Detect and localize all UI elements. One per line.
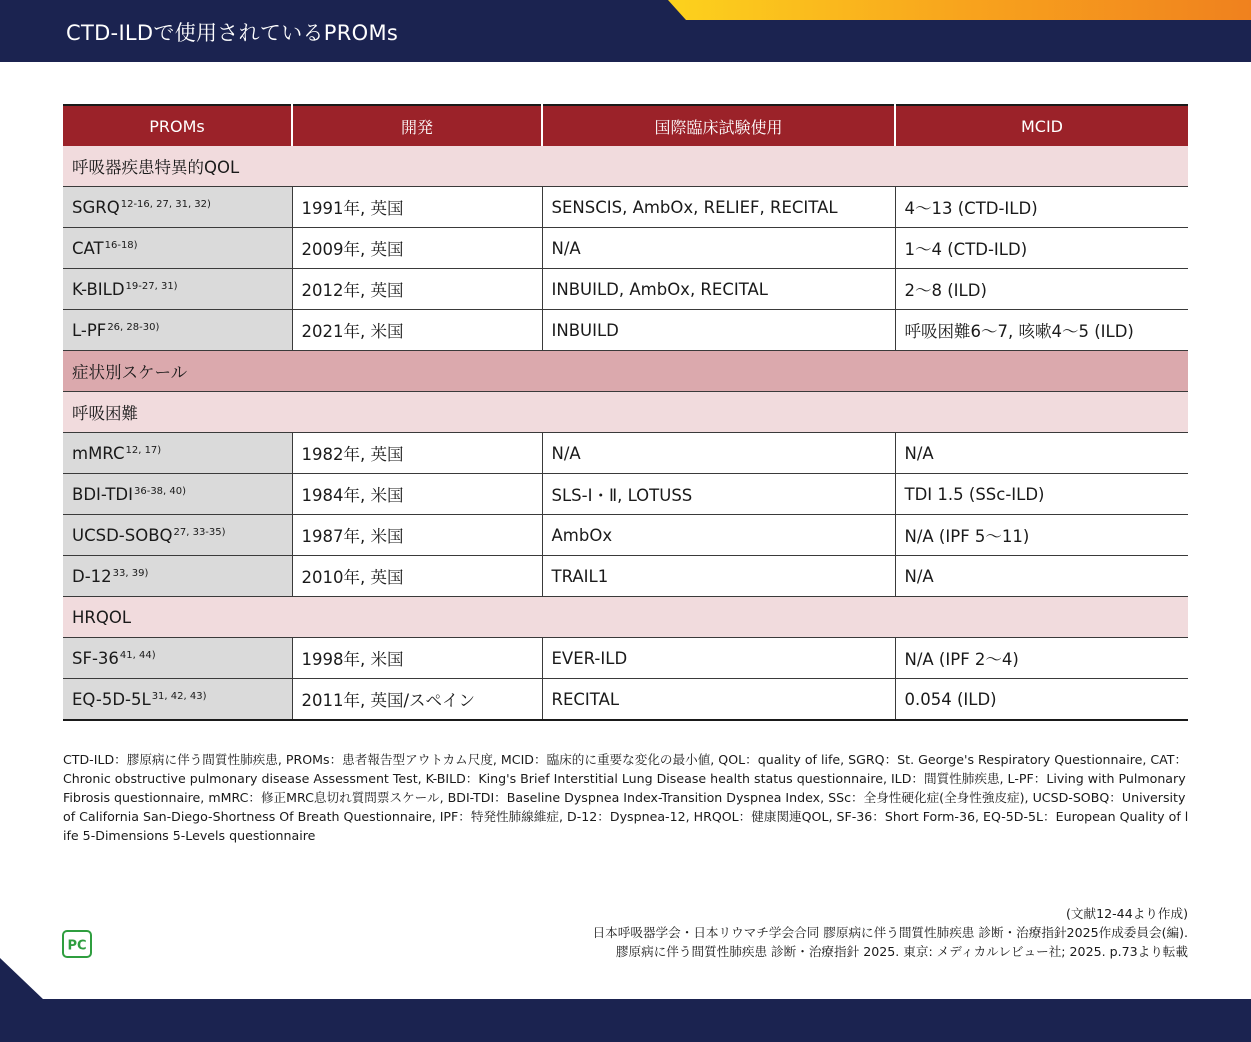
prom-reference: 19-27, 31) — [125, 280, 178, 292]
prom-name: UCSD-SOBQ — [72, 525, 173, 545]
section-label-hrqol: HRQOL — [63, 597, 1188, 638]
footer-bar — [0, 999, 1251, 1042]
prom-name-cell — [63, 638, 292, 679]
footer-corner-triangle — [0, 958, 44, 1000]
prom-name: D-12 — [72, 566, 112, 586]
prom-reference: 31, 42, 43) — [151, 690, 207, 702]
trials-cell: N/A — [542, 228, 895, 269]
source-line-3: 膠原病に伴う間質性肺疾患 診断・治療指針 2025. 東京: メディカルレビュー社; 2025. p.73より転載 — [615, 944, 1188, 959]
trials-cell: INBUILD, AmbOx, RECITAL — [542, 269, 895, 310]
prom-name: K-BILD — [72, 279, 125, 299]
logo-text: PC — [67, 938, 87, 954]
table-row — [63, 433, 1188, 474]
mcid-cell: TDI 1.5 (SSc-ILD) — [895, 474, 1188, 515]
mcid-cell: 4～13 (CTD-ILD) — [895, 187, 1188, 228]
prom-reference: 16-18) — [104, 239, 138, 251]
pc-logo-icon — [62, 930, 92, 958]
prom-reference: 41, 44) — [119, 649, 156, 661]
prom-reference: 33, 39) — [112, 567, 149, 579]
mcid-cell: N/A — [895, 433, 1188, 474]
section-row-symptom — [63, 351, 1188, 392]
development-cell: 1984年, 米国 — [292, 474, 542, 515]
prom-name: BDI-TDI — [72, 484, 133, 504]
source-line-1: (文献12-44より作成) — [1066, 906, 1188, 921]
column-header-trials: 国際臨床試験使用 — [542, 105, 895, 146]
prom-name-cell — [63, 556, 292, 597]
prom-name-cell — [63, 228, 292, 269]
prom-name-cell — [63, 310, 292, 351]
development-cell: 2009年, 英国 — [292, 228, 542, 269]
mcid-cell: 呼吸困難6～7, 咳嗽4～5 (ILD) — [895, 310, 1188, 351]
mcid-cell: 0.054 (ILD) — [895, 679, 1188, 721]
prom-reference: 12-16, 27, 31, 32) — [120, 198, 211, 210]
development-cell: 1991年, 英国 — [292, 187, 542, 228]
header-bar — [0, 0, 1251, 62]
section-label-symptom: 症状別スケール — [63, 351, 1188, 392]
table-row — [63, 187, 1188, 228]
source-citation — [388, 904, 1188, 961]
development-cell: 1987年, 米国 — [292, 515, 542, 556]
mcid-cell: 2～8 (ILD) — [895, 269, 1188, 310]
prom-name-cell — [63, 433, 292, 474]
mcid-cell: N/A (IPF 5～11) — [895, 515, 1188, 556]
development-cell: 2011年, 英国/スペイン — [292, 679, 542, 721]
development-cell: 2021年, 米国 — [292, 310, 542, 351]
table-row — [63, 556, 1188, 597]
prom-name: CAT — [72, 238, 104, 258]
table-header-row — [63, 105, 1188, 146]
prom-name-cell — [63, 474, 292, 515]
table-row — [63, 269, 1188, 310]
section-row-hrqol — [63, 597, 1188, 638]
column-header-proms: PROMs — [63, 105, 292, 146]
mcid-cell: N/A (IPF 2～4) — [895, 638, 1188, 679]
page-title: CTD-ILDで使用されているPROMs — [66, 21, 399, 45]
source-line-2: 日本呼吸器学会・日本リウマチ学会合同 膠原病に伴う間質性肺疾患 診断・治療指針2025作成委員会(編). — [592, 925, 1188, 940]
table-row — [63, 679, 1188, 721]
prom-name: EQ-5D-5L — [72, 689, 151, 709]
trials-cell: EVER-ILD — [542, 638, 895, 679]
section-row-qol — [63, 146, 1188, 187]
development-cell: 2012年, 英国 — [292, 269, 542, 310]
prom-name: SF-36 — [72, 648, 119, 668]
prom-name: mMRC — [72, 443, 125, 463]
table-row — [63, 310, 1188, 351]
header-accent-stripe — [668, 0, 1251, 20]
section-label-dyspnea: 呼吸困難 — [63, 392, 1188, 433]
prom-name-cell — [63, 269, 292, 310]
trials-cell: AmbOx — [542, 515, 895, 556]
section-row-dyspnea — [63, 392, 1188, 433]
prom-reference: 27, 33-35) — [173, 526, 226, 538]
abbreviation-footnote: CTD-ILD：膠原病に伴う間質性肺疾患, PROMs：患者報告型アウトカム尺度, MCID：臨床的に重要な変化の最小値, QOL：quality of life, SGRQ：St. George's Respiratory Questionnaire, CAT：Chronic obstructive pulmonary disease Assessment Test, K-BILD：King's Brief Interstitial Lung Disease health status questionnaire, ILD：間質性肺疾患, L-PF：Living with Pulmonary Fibrosis questionnaire, mMRC：修正MRC息切れ質問票スケール, BDI-TDI：Baseline Dyspnea Index-Transition Dyspnea Index, SSc：全身性硬化症(全身性強皮症), UCSD-SOBQ：University of California San-Diego-Shortness Of Breath Questionnaire, IPF：特発性肺線維症, D-12：Dyspnea-12, HRQOL：健康関連QOL, SF-36：Short Form-36, EQ-5D-5L：European Quality of life 5-Dimensions 5-Levels questionnaire — [63, 752, 1189, 843]
mcid-cell: 1～4 (CTD-ILD) — [895, 228, 1188, 269]
prom-name-cell — [63, 515, 292, 556]
prom-reference: 36-38, 40) — [133, 485, 187, 497]
column-header-mcid: MCID — [895, 105, 1188, 146]
table-row — [63, 515, 1188, 556]
table-row — [63, 474, 1188, 515]
trials-cell: SENSCIS, AmbOx, RELIEF, RECITAL — [542, 187, 895, 228]
development-cell: 1982年, 英国 — [292, 433, 542, 474]
trials-cell: SLS-Ⅰ・Ⅱ, LOTUSS — [542, 474, 895, 515]
development-cell: 1998年, 米国 — [292, 638, 542, 679]
trials-cell: TRAIL1 — [542, 556, 895, 597]
mcid-cell: N/A — [895, 556, 1188, 597]
prom-name: SGRQ — [72, 197, 120, 217]
prom-name: L-PF — [72, 320, 107, 340]
prom-reference: 12, 17) — [125, 444, 162, 456]
section-label-qol: 呼吸器疾患特異的QOL — [63, 146, 1188, 187]
trials-cell: N/A — [542, 433, 895, 474]
proms-table — [63, 104, 1188, 721]
trials-cell: RECITAL — [542, 679, 895, 721]
table-row — [63, 228, 1188, 269]
prom-reference: 26, 28-30) — [107, 321, 160, 333]
prom-name-cell — [63, 679, 292, 721]
prom-name-cell — [63, 187, 292, 228]
table-row — [63, 638, 1188, 679]
trials-cell: INBUILD — [542, 310, 895, 351]
development-cell: 2010年, 英国 — [292, 556, 542, 597]
column-header-development: 開発 — [292, 105, 542, 146]
